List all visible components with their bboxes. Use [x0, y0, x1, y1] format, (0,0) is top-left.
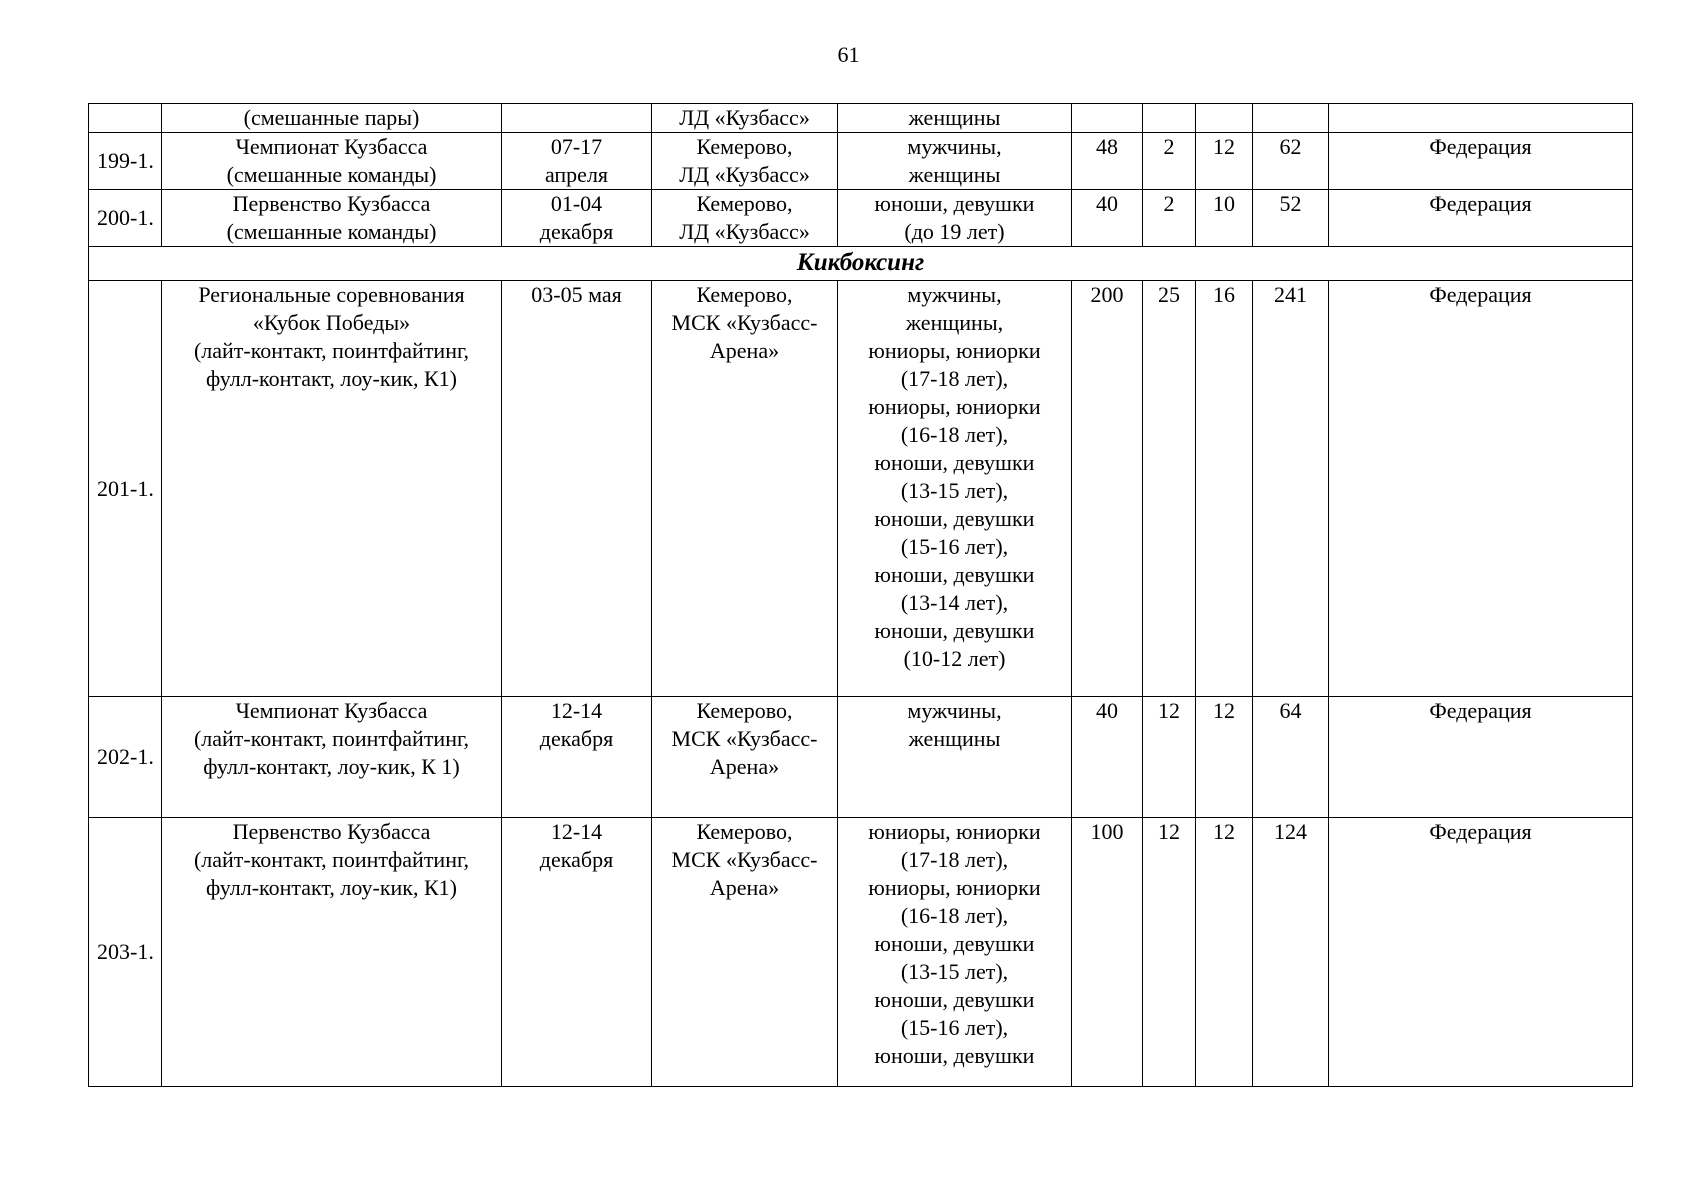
- cell-line: (10-12 лет): [903, 646, 1006, 671]
- count-judges: 12: [1143, 697, 1196, 818]
- table-row: [89, 697, 1633, 818]
- event-participants: [838, 133, 1072, 190]
- count-staff: 10: [1196, 190, 1253, 247]
- cell-line: Чемпионат Кузбасса: [235, 698, 428, 723]
- cell-line: Кемерово,: [696, 134, 793, 159]
- cell-line: юноши, девушки: [874, 987, 1035, 1012]
- cell-line: Первенство Кузбасса: [232, 191, 431, 216]
- event-date: [502, 697, 652, 818]
- cell-line: Арена»: [709, 875, 780, 900]
- event-name: [162, 104, 502, 133]
- count-total: 62: [1253, 133, 1329, 190]
- event-participants: [838, 104, 1072, 133]
- cell-line: 01-04: [550, 191, 603, 216]
- row-number: 203-1.: [89, 818, 162, 1087]
- count-participants: 40: [1072, 190, 1143, 247]
- event-participants: [838, 697, 1072, 818]
- cell-line: (лайт-контакт, поинтфайтинг,: [193, 338, 470, 363]
- cell-line: (16-18 лет),: [900, 903, 1009, 928]
- section-title: Кикбоксинг: [89, 247, 1633, 281]
- event-name: [162, 133, 502, 190]
- count-staff: 12: [1196, 818, 1253, 1087]
- count-total: 124: [1253, 818, 1329, 1087]
- cell-line: (13-14 лет),: [900, 590, 1009, 615]
- cell-line: 12-14: [550, 698, 603, 723]
- table-row: [89, 133, 1633, 190]
- count-staff: 12: [1196, 697, 1253, 818]
- count-total: 241: [1253, 281, 1329, 697]
- count-judges: 12: [1143, 818, 1196, 1087]
- cell-line: «Кубок Победы»: [252, 310, 411, 335]
- cell-line: Первенство Кузбасса: [232, 819, 431, 844]
- cell-line: женщины: [908, 726, 1001, 751]
- cell-line: 12-14: [550, 819, 603, 844]
- cell-line: (13-15 лет),: [900, 959, 1009, 984]
- count-total: [1253, 104, 1329, 133]
- count-staff: 12: [1196, 133, 1253, 190]
- organizer: [1329, 104, 1633, 133]
- event-place: [652, 104, 838, 133]
- cell-line: Кемерово,: [696, 282, 793, 307]
- cell-line: Арена»: [709, 338, 780, 363]
- section-header-row: [89, 247, 1633, 281]
- cell-line: юниоры, юниорки: [868, 875, 1041, 900]
- cell-line: юноши, девушки: [874, 618, 1035, 643]
- count-total: 64: [1253, 697, 1329, 818]
- cell-line: Кемерово,: [696, 819, 793, 844]
- cell-line: женщины: [908, 162, 1001, 187]
- cell-line: юниоры, юниорки: [868, 819, 1041, 844]
- cell-line: (смешанные команды): [226, 219, 437, 244]
- cell-line: мужчины,: [907, 282, 1002, 307]
- table-row: [89, 281, 1633, 697]
- event-date: [502, 281, 652, 697]
- event-place: [652, 133, 838, 190]
- count-staff: 16: [1196, 281, 1253, 697]
- event-name: [162, 818, 502, 1087]
- count-judges: 2: [1143, 133, 1196, 190]
- cell-line: 03-05 мая: [531, 282, 622, 307]
- cell-line: (16-18 лет),: [900, 422, 1009, 447]
- count-judges: 25: [1143, 281, 1196, 697]
- table-row: [89, 190, 1633, 247]
- event-place: [652, 281, 838, 697]
- row-number: [89, 104, 162, 133]
- cell-line: женщины,: [905, 310, 1004, 335]
- cell-line: юноши, девушки: [874, 506, 1035, 531]
- cell-line: ЛД «Кузбасс»: [679, 162, 810, 187]
- event-place: [652, 190, 838, 247]
- cell-line: ЛД «Кузбасс»: [679, 105, 810, 130]
- cell-line: (смешанные команды): [226, 162, 437, 187]
- cell-line: мужчины,: [907, 134, 1002, 159]
- cell-line: МСК «Кузбасс-: [671, 310, 818, 335]
- cell-line: ЛД «Кузбасс»: [679, 219, 810, 244]
- organizer: Федерация: [1329, 697, 1633, 818]
- count-participants: 48: [1072, 133, 1143, 190]
- count-staff: [1196, 104, 1253, 133]
- count-total: 52: [1253, 190, 1329, 247]
- cell-line: юниоры, юниорки: [868, 394, 1041, 419]
- count-participants: 40: [1072, 697, 1143, 818]
- cell-line: апреля: [544, 162, 609, 187]
- cell-line: (17-18 лет),: [900, 847, 1009, 872]
- cell-line: юноши, девушки: [874, 931, 1035, 956]
- event-date: [502, 190, 652, 247]
- cell-line: МСК «Кузбасс-: [671, 726, 818, 751]
- cell-line: Арена»: [709, 754, 780, 779]
- event-name: [162, 190, 502, 247]
- cell-line: декабря: [539, 219, 614, 244]
- cell-line: мужчины,: [907, 698, 1002, 723]
- organizer: Федерация: [1329, 818, 1633, 1087]
- event-name: [162, 281, 502, 697]
- row-number: 199-1.: [89, 133, 162, 190]
- cell-line: фулл-контакт, лоу-кик, К 1): [203, 754, 460, 779]
- cell-line: (смешанные пары): [243, 105, 420, 130]
- count-participants: 100: [1072, 818, 1143, 1087]
- row-number: 200-1.: [89, 190, 162, 247]
- cell-line: Кемерово,: [696, 191, 793, 216]
- count-judges: [1143, 104, 1196, 133]
- cell-line: Региональные соревнования: [198, 282, 465, 307]
- cell-line: (до 19 лет): [904, 219, 1005, 244]
- row-number: 201-1.: [89, 281, 162, 697]
- cell-line: юноши, девушки: [874, 191, 1035, 216]
- cell-line: декабря: [539, 726, 614, 751]
- cell-line: (13-15 лет),: [900, 478, 1009, 503]
- cell-line: (лайт-контакт, поинтфайтинг,: [193, 847, 470, 872]
- cell-line: фулл-контакт, лоу-кик, К1): [206, 875, 457, 900]
- cell-line: (лайт-контакт, поинтфайтинг,: [193, 726, 470, 751]
- event-participants: [838, 281, 1072, 697]
- cell-line: юноши, девушки: [874, 562, 1035, 587]
- page-number: 61: [837, 42, 860, 67]
- cell-line: декабря: [539, 847, 614, 872]
- table-row: [89, 104, 1633, 133]
- cell-line: Кемерово,: [696, 698, 793, 723]
- event-participants: [838, 818, 1072, 1087]
- organizer: Федерация: [1329, 281, 1633, 697]
- cell-line: женщины: [908, 105, 1001, 130]
- count-participants: 200: [1072, 281, 1143, 697]
- event-participants: [838, 190, 1072, 247]
- event-place: [652, 818, 838, 1087]
- cell-line: (15-16 лет),: [900, 534, 1009, 559]
- count-judges: 2: [1143, 190, 1196, 247]
- row-number: 202-1.: [89, 697, 162, 818]
- event-date: [502, 104, 652, 133]
- cell-line: фулл-контакт, лоу-кик, К1): [206, 366, 457, 391]
- count-participants: [1072, 104, 1143, 133]
- event-date: [502, 133, 652, 190]
- cell-line: МСК «Кузбасс-: [671, 847, 818, 872]
- organizer: Федерация: [1329, 133, 1633, 190]
- cell-line: (15-16 лет),: [900, 1015, 1009, 1040]
- cell-line: юниоры, юниорки: [868, 338, 1041, 363]
- cell-line: Чемпионат Кузбасса: [235, 134, 428, 159]
- cell-line: 07-17: [550, 134, 603, 159]
- event-place: [652, 697, 838, 818]
- cell-line: (17-18 лет),: [900, 366, 1009, 391]
- events-table: [88, 103, 1633, 1087]
- event-name: [162, 697, 502, 818]
- cell-line: юноши, девушки: [874, 450, 1035, 475]
- event-date: [502, 818, 652, 1087]
- table-row: [89, 818, 1633, 1087]
- organizer: Федерация: [1329, 190, 1633, 247]
- cell-line: юноши, девушки: [874, 1043, 1035, 1068]
